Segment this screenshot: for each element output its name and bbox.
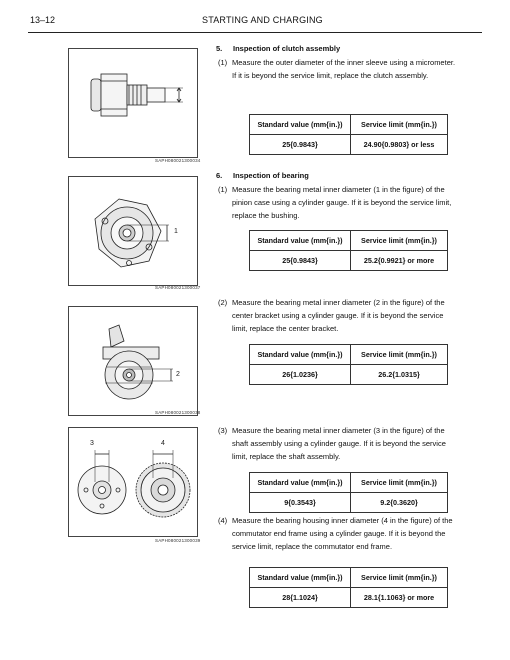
- limit-value: 24.90{0.9803} or less: [351, 135, 448, 155]
- limit-header: Service limit (mm{in.}): [351, 115, 448, 135]
- bearing-spec-table-4: [249, 567, 448, 608]
- center-bracket-figure: [68, 306, 198, 416]
- bearing-spec-table-1: [249, 230, 448, 271]
- standard-header: Standard value (mm{in.}): [250, 115, 351, 135]
- section-title-clutch: 5. Inspection of clutch assembly: [216, 44, 341, 53]
- bearing-instruction-4: (4) Measure the bearing housing inner diameter (4 in the figure) of the commutator end frame using a cylinder gauge. If it is beyond the service limit, replace the commutator end frame.: [218, 516, 453, 551]
- callout-1: 1: [174, 228, 178, 235]
- limit-header: Service limit (mm{in.}): [351, 568, 448, 588]
- standard-header: Standard value (mm{in.}): [250, 345, 351, 365]
- page-number: 13–12: [30, 15, 56, 25]
- limit-header: Service limit (mm{in.}): [351, 473, 448, 493]
- bearing-instruction-3: (3) Measure the bearing metal inner diameter (3 in the figure) of the shaft assembly using a cylinder gauge. If it is beyond the service limit, replace the shaft assembly.: [218, 426, 446, 461]
- section-title-bearing: 6. Inspection of bearing: [216, 171, 309, 180]
- clutch-assembly-figure: [68, 48, 198, 158]
- limit-header: Service limit (mm{in.}): [351, 345, 448, 365]
- standard-value: 9{0.3543}: [250, 493, 351, 513]
- standard-value: 25{0.9843}: [250, 135, 351, 155]
- limit-value: 25.2{0.9921} or more: [351, 251, 448, 271]
- figure-code: SAPH080021300037: [155, 285, 201, 290]
- bearing-instruction-2: (2) Measure the bearing metal inner diameter (2 in the figure) of the center bracket using a cylinder gauge. If it is beyond the service limit, replace the center bracket.: [218, 298, 445, 333]
- limit-value: 28.1{1.1063} or more: [351, 588, 448, 608]
- limit-header: Service limit (mm{in.}): [351, 231, 448, 251]
- figure-code: SAPH080021300038: [155, 410, 201, 415]
- standard-header: Standard value (mm{in.}): [250, 473, 351, 493]
- limit-value: 9.2{0.3620}: [351, 493, 448, 513]
- callout-4: 4: [161, 440, 165, 447]
- shaft-end-frame-drawing: [69, 428, 197, 536]
- chapter-title: STARTING AND CHARGING: [202, 15, 323, 25]
- pinion-case-figure: [68, 176, 198, 286]
- standard-value: 26{1.0236}: [250, 365, 351, 385]
- bearing-instruction-1: (1) Measure the bearing metal inner diameter (1 in the figure) of the pinion case using a cylinder gauge. If it is beyond the service limit, replace the bushing.: [218, 185, 452, 220]
- standard-value: 25{0.9843}: [250, 251, 351, 271]
- callout-2: 2: [176, 371, 180, 378]
- header-rule: [28, 32, 482, 33]
- shaft-end-frame-figure: [68, 427, 198, 537]
- figure-code: SAPH080021300039: [155, 538, 201, 543]
- bearing-spec-table-2: [249, 344, 448, 385]
- page-header: [0, 15, 510, 31]
- clutch-instruction: (1) Measure the outer diameter of the inner sleeve using a micrometer. If it is beyond the service limit, replace the clutch assembly.: [218, 58, 456, 80]
- standard-value: 28{1.1024}: [250, 588, 351, 608]
- standard-header: Standard value (mm{in.}): [250, 231, 351, 251]
- figure-code: SAPH080021300034: [155, 158, 201, 163]
- limit-value: 26.2{1.0315}: [351, 365, 448, 385]
- center-bracket-drawing: [69, 307, 197, 415]
- callout-3: 3: [90, 440, 94, 447]
- standard-header: Standard value (mm{in.}): [250, 568, 351, 588]
- clutch-assembly-drawing: [69, 49, 197, 157]
- clutch-spec-table: [249, 114, 448, 155]
- bearing-spec-table-3: [249, 472, 448, 513]
